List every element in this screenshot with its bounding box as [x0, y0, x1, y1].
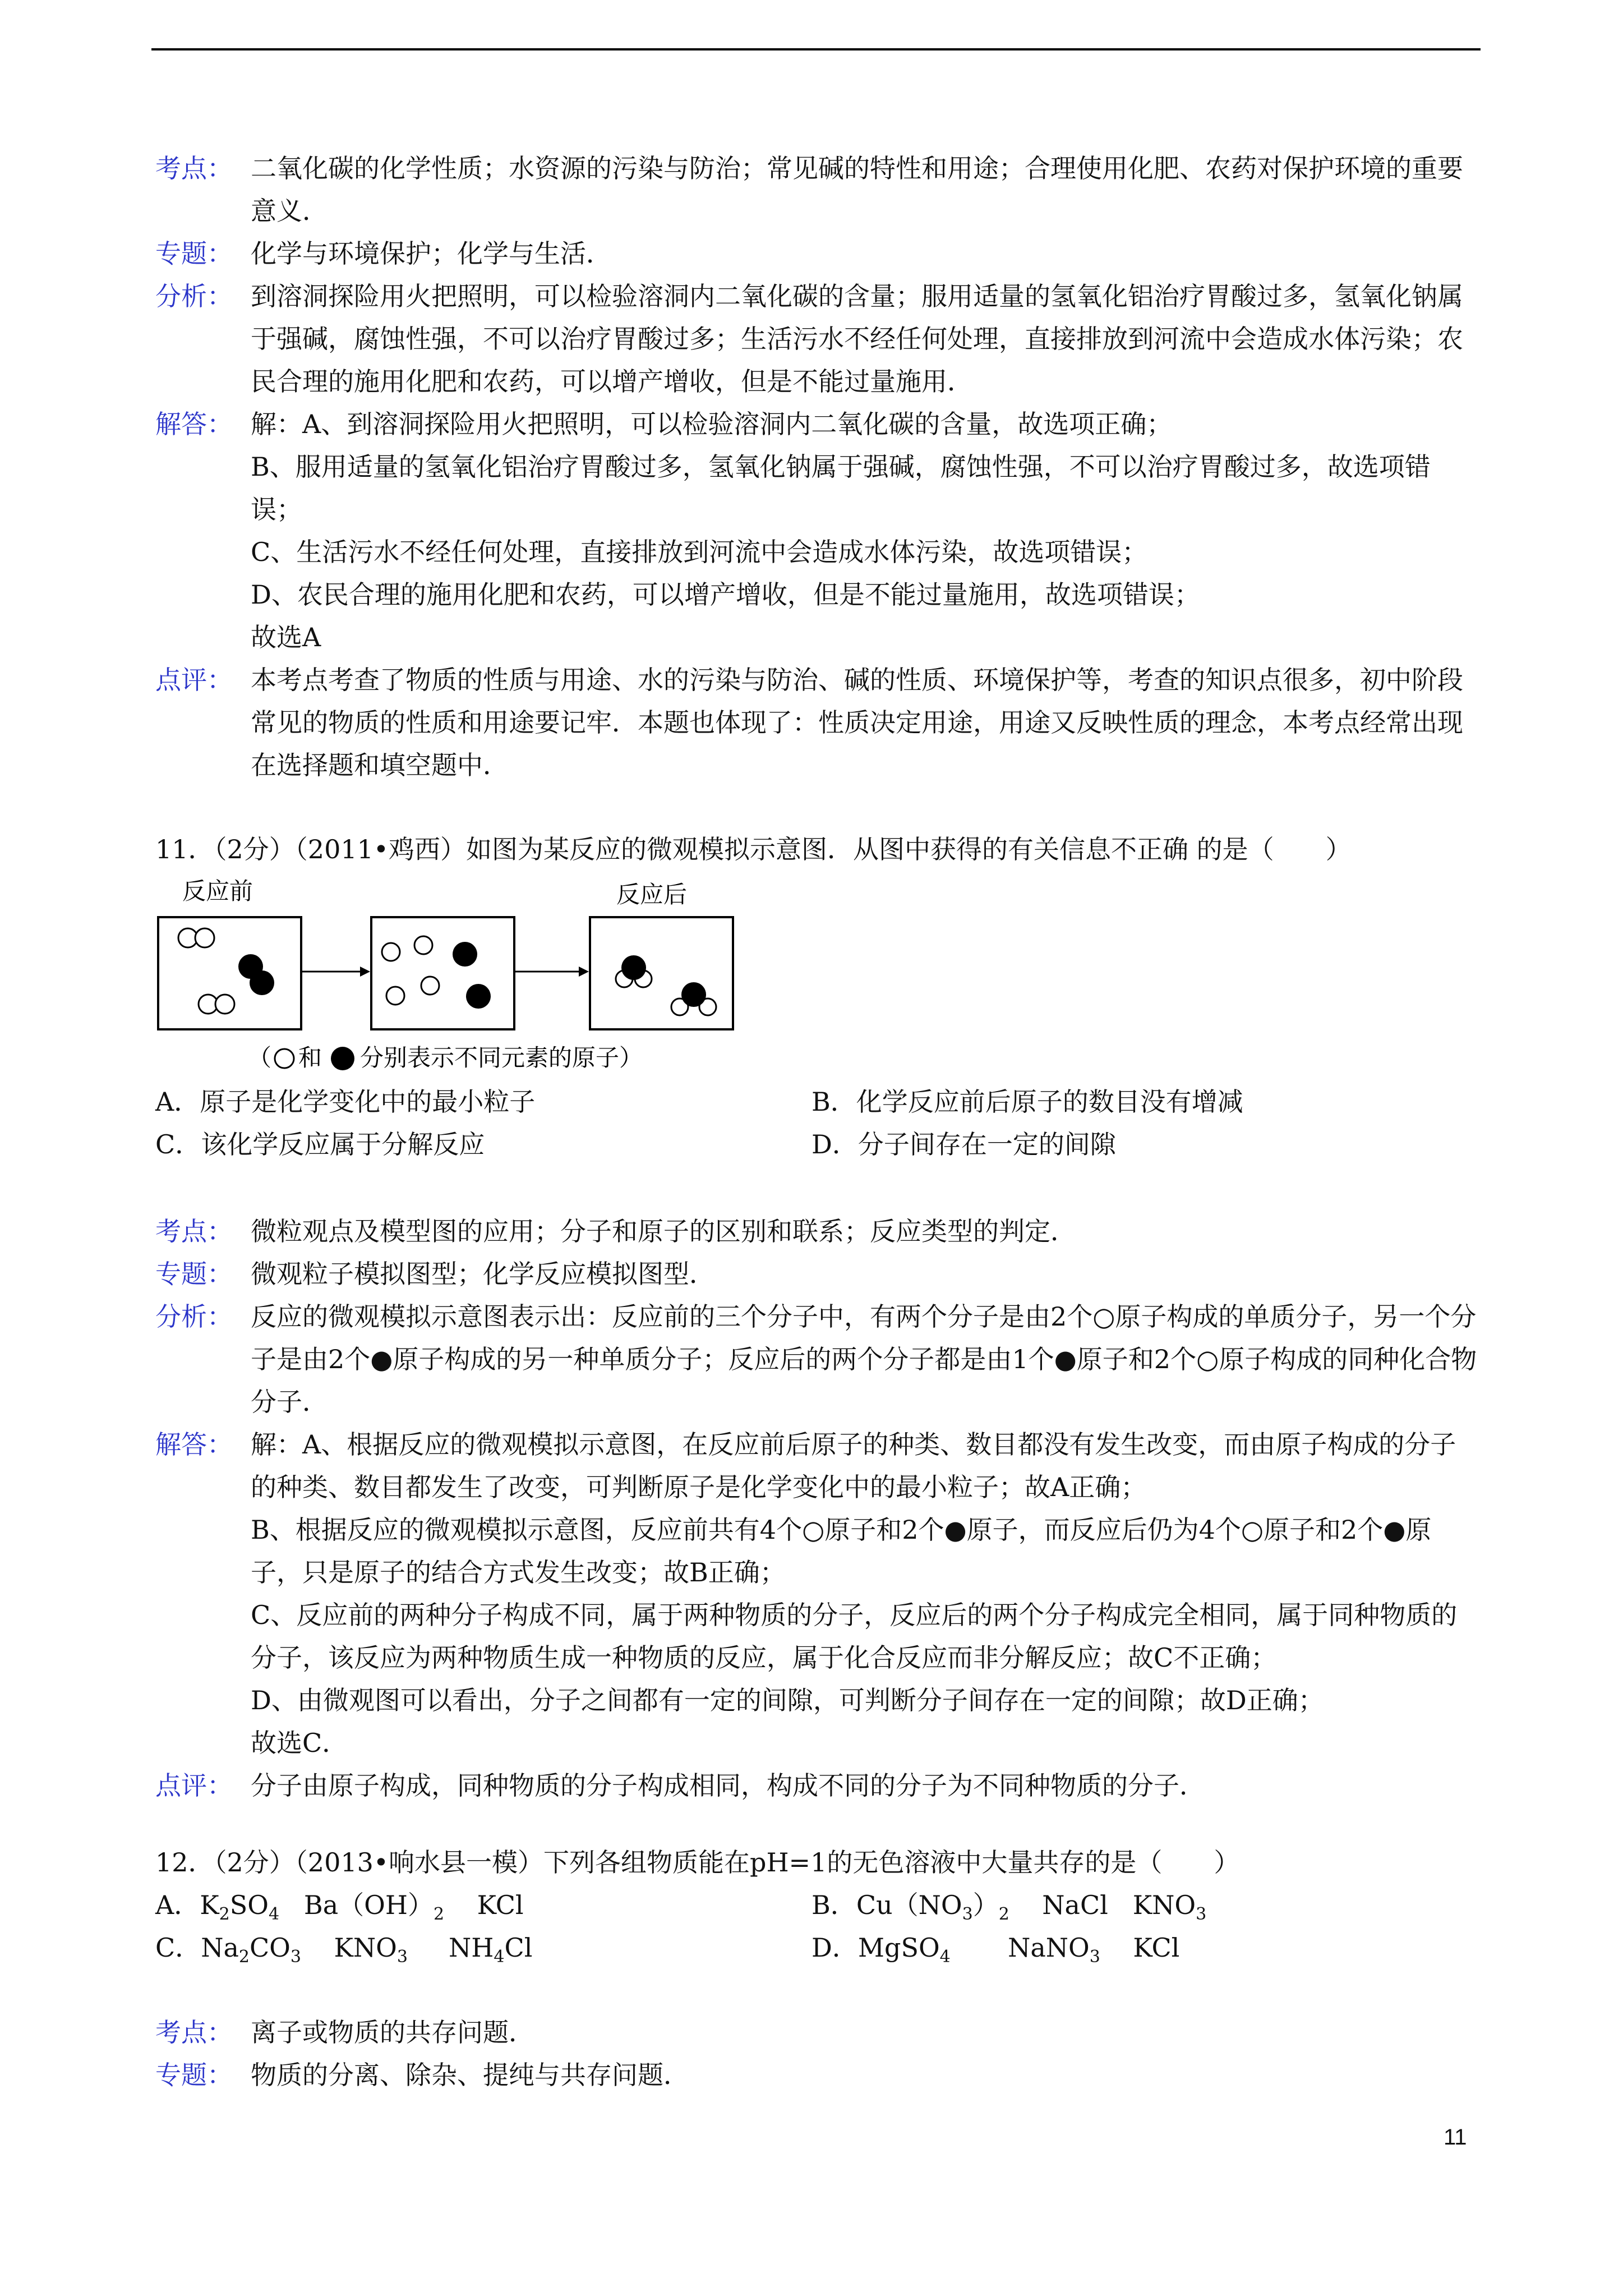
q10-fenxi-text: 到溶洞探险用火把照明，可以检验溶洞内二氧化碳的含量；服用适量的氢氧化铝治疗胃酸过多，氢氧化钠属于强碱，腐蚀性强，不可以治疗胃酸过多；生活污水不经任何处理，直接排放到河流中会造成水体污染；农民合理的施用化肥和农药，可以增产增收，但是不能过量施用． — [251, 281, 1463, 397]
q11-zhuanti-text: 微观粒子模拟图型；化学反应模拟图型． — [251, 1259, 715, 1289]
q11-kaodian — [155, 1210, 1482, 1253]
q11-zhuanti — [155, 1253, 1482, 1295]
q10-zhuanti — [155, 232, 1482, 275]
q11-option-d: D．分子间存在一定的间隙 — [811, 1129, 1116, 1159]
q12-stem: 12．（2分）（2013•响水县一模）下列各组物质能在pH=1的无色溶液中大量共存的是（ ） — [155, 1847, 1240, 1878]
after-label: 反应后 — [616, 881, 688, 908]
q12-option-b: B．$Cu(NO_3)_2$ NaCl $KNO_3$ — [811, 1890, 1207, 1924]
q11-jieda — [155, 1423, 1482, 1764]
q11-dianping — [155, 1764, 1482, 1807]
q12-explanation — [155, 2011, 1482, 2096]
q11-fenxi — [155, 1295, 1482, 1423]
arrow-2 — [515, 967, 589, 977]
q11-option-b: B．化学反应前后原子的数目没有增减 — [811, 1087, 1243, 1117]
q11-jieda-line: 解：A、根据反应的微观模拟示意图，在反应前后原子的种类、数目都没有发生改变，而由原子构成的分子的种类、数目都发生了改变，可判断原子是化学变化中的最小粒子；故A正确； — [251, 1429, 1456, 1502]
zhuanti-label: 专题： — [155, 2060, 233, 2090]
q10-jieda-line: 解：A、到溶洞探险用火把照明，可以检验溶洞内二氧化碳的含量，故选项正确； — [251, 409, 1173, 439]
q12-option-d: D．MgSO$_4$ NaNO$_3$ KCl — [811, 1932, 1180, 1967]
q10-kaodian-text: 二氧化碳的化学性质；水资源的污染与防治；常见碱的特性和用途；合理使用化肥、农药对保护环境的重要意义． — [251, 153, 1463, 226]
q11-dianping-text: 分子由原子构成，同种物质的分子构成相同，构成不同的分子为不同种物质的分子． — [251, 1770, 1205, 1801]
q10-jieda-line: D、农民合理的施用化肥和农药，可以增产增收，但是不能过量施用，故选项错误； — [251, 579, 1200, 610]
q10-fenxi — [155, 275, 1482, 403]
q11-kaodian-text: 微粒观点及模型图的应用；分子和原子的区别和联系；反应类型的判定． — [251, 1216, 1076, 1246]
black-atom — [250, 970, 274, 995]
dianping-label: 点评： — [155, 665, 233, 695]
q12-kaodian-text: 离子或物质的共存问题． — [251, 2017, 534, 2047]
zhuanti-label: 专题： — [155, 238, 233, 269]
q12-option-a: A．$K_2SO_4$ $Ba(OH)_2$ KCl — [155, 1890, 524, 1924]
black-atom — [453, 942, 477, 967]
q11-jieda-line: C、反应前的两种分子构成不同，属于两种物质的分子，反应后的两个分子构成完全相同，属于同种物质的分子，该反应为两种物质生成一种物质的反应，属于化合反应而非分解反应；故C不正确； — [251, 1600, 1458, 1673]
kaodian-label: 考点： — [155, 2017, 233, 2047]
legend-white-atom — [275, 1049, 294, 1068]
white-atom — [195, 928, 214, 947]
q10-zhuanti-text: 化学与环境保护；化学与生活． — [251, 238, 612, 269]
legend-black-atom — [331, 1047, 354, 1070]
q11-option-c: C．该化学反应属于分解反应 — [155, 1129, 485, 1159]
q10-dianping-text: 本考点考查了物质的性质与用途、水的污染与防治、碱的性质、环境保护等，考查的知识点很多，初中阶段常见的物质的性质和用途要记牢．本题也体现了：性质决定用途，用途又反映性质的理念，本考点经常出现在选择题和填空题中． — [251, 665, 1463, 780]
before-label: 反应前 — [182, 878, 253, 905]
jieda-label: 解答： — [155, 409, 233, 439]
white-atom — [215, 995, 234, 1014]
q11-jieda-line: 故选C． — [251, 1728, 348, 1758]
legend-text: 分别表示不同元素的原子） — [360, 1044, 643, 1071]
q10-explanation — [155, 147, 1482, 786]
q11-jieda-line: B、根据反应的微观模拟示意图，反应前共有4个○原子和2个●原子，而反应后仍为4个○原子和2个●原子，只是原子的结合方式发生改变；故B正确； — [251, 1515, 1432, 1588]
q11-stem: 11．（2分）（2011•鸡西）如图为某反应的微观模拟示意图．从图中获得的有关信息不正确 的是（ ） — [155, 834, 1352, 864]
legend-open-paren: （ — [248, 1044, 272, 1071]
dianping-label: 点评： — [155, 1770, 233, 1801]
q12-zhuanti-text: 物质的分离、除杂、提纯与共存问题． — [251, 2060, 689, 2090]
header-rule — [151, 48, 1481, 50]
fenxi-label: 分析： — [155, 1301, 233, 1332]
q10-jieda — [155, 403, 1482, 659]
kaodian-label: 考点： — [155, 153, 233, 183]
reaction-diagram — [155, 878, 929, 1085]
page-number: 11 — [1444, 2125, 1467, 2150]
black-atom — [466, 984, 491, 1009]
black-atom — [681, 982, 706, 1007]
q12-option-c: C．$Na_2CO_3$ $KNO_3$ $NH_4Cl$ — [155, 1932, 533, 1967]
q11-jieda-line: D、由微观图可以看出，分子之间都有一定的间隙，可判断分子间存在一定的间隙；故D正确； — [251, 1685, 1324, 1715]
middle-box — [371, 917, 514, 1029]
q12-kaodian — [155, 2011, 1482, 2054]
white-atom — [386, 987, 404, 1005]
white-atom — [414, 936, 432, 954]
q12-zhuanti — [155, 2054, 1482, 2096]
legend-and: 和 — [298, 1044, 322, 1071]
q10-jieda-line: B、服用适量的氢氧化铝治疗胃酸过多，氢氧化钠属于强碱，腐蚀性强，不可以治疗胃酸过多，故选项错误； — [251, 452, 1431, 524]
legend — [248, 1044, 643, 1071]
jieda-label: 解答： — [155, 1429, 233, 1460]
zhuanti-label: 专题： — [155, 1259, 233, 1289]
q10-kaodian — [155, 147, 1482, 232]
white-atom — [421, 977, 439, 995]
fenxi-label: 分析： — [155, 281, 233, 311]
kaodian-label: 考点： — [155, 1216, 233, 1246]
q11-option-a: A．原子是化学变化中的最小粒子 — [155, 1087, 536, 1117]
q11-fenxi-text: 反应的微观模拟示意图表示出：反应前的三个分子中，有两个分子是由2个○原子构成的单质分子，另一个分子是由2个●原子构成的另一种单质分子；反应后的两个分子都是由1个●原子和2个○原子构成的同种化合物分子． — [251, 1301, 1477, 1417]
white-atom — [382, 943, 400, 961]
q10-dianping — [155, 659, 1482, 786]
q10-jieda-line: 故选A — [251, 622, 321, 652]
arrow-1 — [302, 967, 370, 977]
black-atom — [621, 955, 646, 980]
q11-explanation — [155, 1210, 1482, 1807]
q10-jieda-line: C、生活污水不经任何处理，直接排放到河流中会造成水体污染，故选项错误； — [251, 537, 1148, 567]
